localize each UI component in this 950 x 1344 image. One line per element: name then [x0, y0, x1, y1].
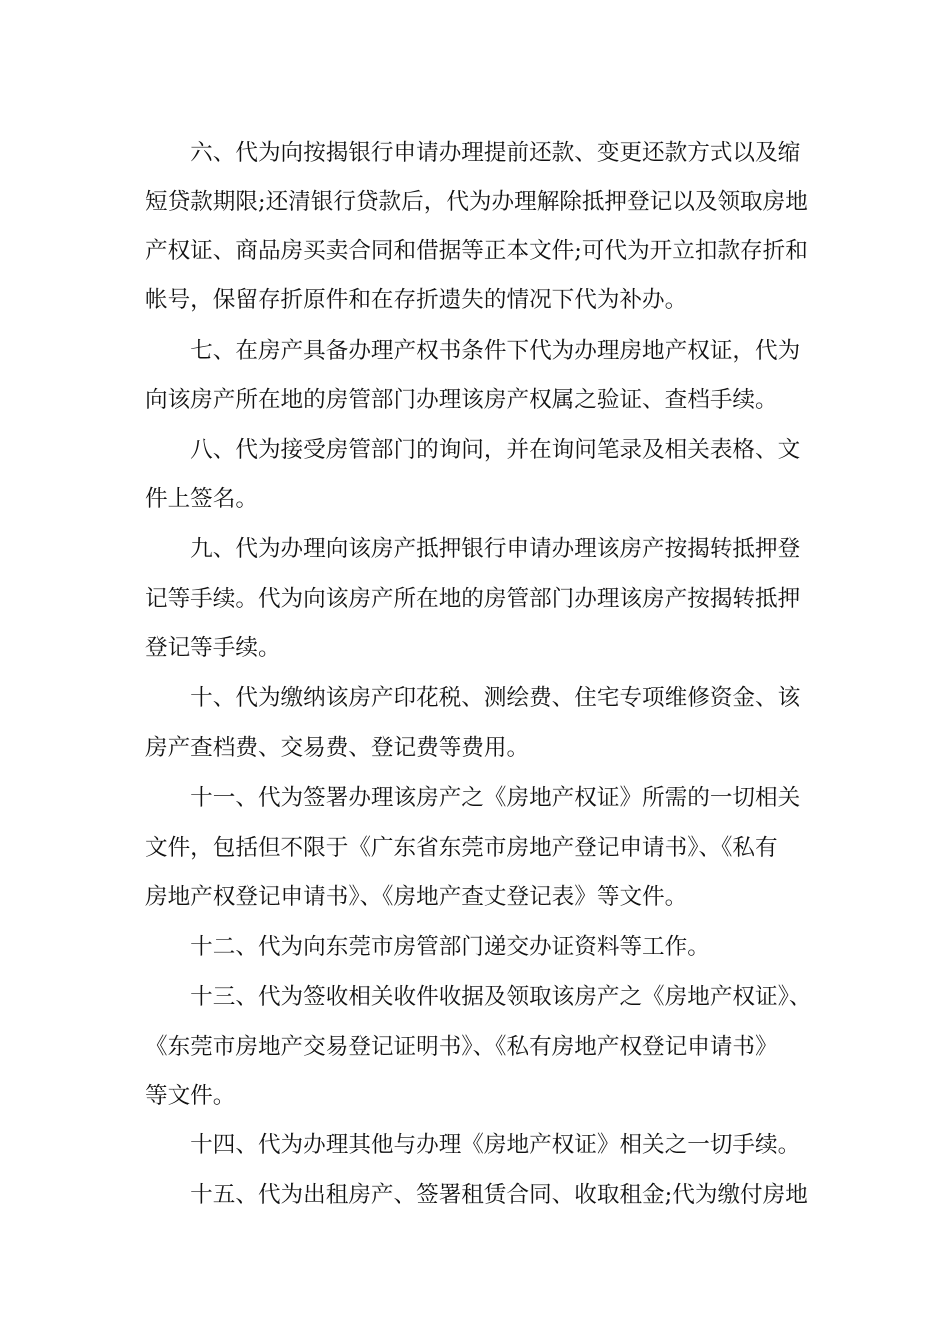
text-line: 十一、代为签署办理该房产之《房地产权证》所需的一切相关 — [145, 785, 801, 811]
text-line: 等文件。 — [145, 1083, 236, 1109]
text-line: 九、代为办理向该房产抵押银行申请办理该房产按揭转抵押登 — [145, 536, 801, 562]
text-line: 记等手续。代为向该房产所在地的房管部门办理该房产按揭转抵押 — [145, 586, 801, 612]
text-line: 七、在房产具备办理产权书条件下代为办理房地产权证，代为 — [145, 338, 801, 364]
text-line: 十、代为缴纳该房产印花税、测绘费、住宅专项维修资金、该 — [145, 685, 801, 711]
text-line: 六、代为向按揭银行申请办理提前还款、变更还款方式以及缩 — [145, 140, 801, 166]
text-line: 十五、代为出租房产、签署租赁合同、收取租金;代为缴付房地 — [145, 1182, 808, 1208]
text-line: 产权证、商品房买卖合同和借据等正本文件;可代为开立扣款存折和 — [145, 238, 808, 264]
text-line: 十三、代为签收相关收件收据及领取该房产之《房地产权证》、 — [145, 984, 812, 1010]
text-line: 《东莞市房地产交易登记证明书》、《私有房地产权登记申请书》 — [145, 1034, 778, 1060]
text-line: 房地产权登记申请书》、《房地产查丈登记表》等文件。 — [145, 884, 688, 910]
text-line: 件上签名。 — [145, 486, 258, 512]
text-line: 向该房产所在地的房管部门办理该房产权属之验证、查档手续。 — [145, 387, 778, 413]
text-line: 短贷款期限;还清银行贷款后，代为办理解除抵押登记以及领取房地 — [145, 189, 808, 215]
text-line: 文件，包括但不限于《广东省东莞市房地产登记申请书》、《私有 — [145, 835, 778, 861]
text-line: 十四、代为办理其他与办理《房地产权证》相关之一切手续。 — [145, 1132, 801, 1158]
text-line: 登记等手续。 — [145, 635, 281, 661]
text-line: 八、代为接受房管部门的询问，并在询问笔录及相关表格、文 — [145, 437, 801, 463]
text-line: 十二、代为向东莞市房管部门递交办证资料等工作。 — [145, 934, 710, 960]
text-line: 房产查档费、交易费、登记费等费用。 — [145, 735, 530, 761]
text-line: 帐号，保留存折原件和在存折遗失的情况下代为补办。 — [145, 287, 688, 313]
